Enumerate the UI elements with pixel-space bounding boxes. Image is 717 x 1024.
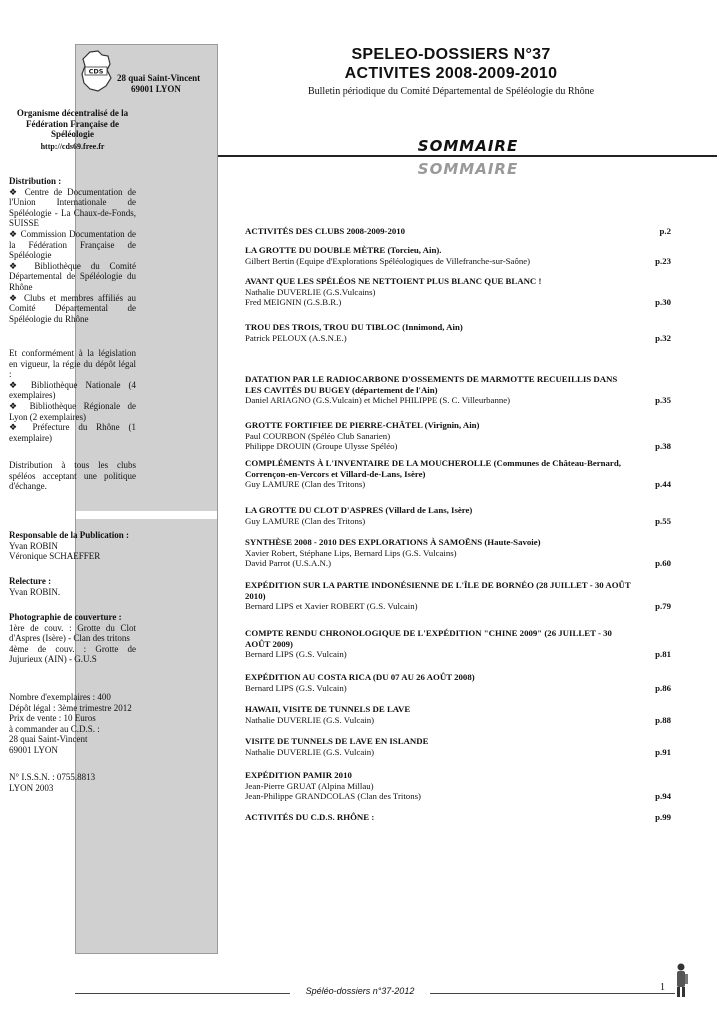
toc-page: p.38 [655, 441, 671, 451]
info-line: Dépôt légal : 3ème trimestre 2012 [9, 702, 132, 713]
header-rule [218, 155, 717, 157]
logo-text: CDS [88, 67, 104, 76]
distribution-block [9, 176, 136, 324]
toc-title: DATATION PAR LE RADIOCARBONE D'OSSEMENTS DE MARMOTTE RECUEILLIS DANS LES CAVITÉS DU BUGEY (département de l'Ain) [245, 374, 618, 395]
toc-page: p.86 [655, 682, 671, 693]
website-link[interactable] [9, 142, 136, 153]
info-line: 28 quai Saint-Vincent [9, 734, 88, 745]
toc-page: p.94 [655, 791, 671, 801]
toc-author: Jean-Philippe GRANDCOLAS (Clan des Tritons) [245, 791, 421, 801]
bullet-icon: ❖ [9, 400, 30, 411]
toc-page: p.91 [655, 746, 671, 757]
toc-title: COMPLÉMENTS À L'INVENTAIRE DE LA MOUCHEROLLE (Communes de Château-Bernard, Corrençon-en-Vercors et Villard-de-Lans, Isère) [245, 458, 621, 479]
bullet-icon: ❖ [9, 422, 33, 433]
toc-entry[interactable] [245, 245, 673, 266]
website-text[interactable]: http://cds69.free.fr [40, 142, 105, 151]
toc-entry[interactable] [245, 580, 673, 612]
address-line: 28 quai Saint-Vincent [117, 73, 201, 83]
relecture-name: Yvan ROBIN. [9, 586, 61, 597]
toc-title: ACTIVITÉS DES CLUBS 2008-2009-2010 [245, 226, 406, 236]
toc-author: Fred MEIGNIN (G.S.B.R.) [245, 297, 342, 307]
bullet-item [9, 380, 136, 401]
toc-page: p.23 [655, 255, 671, 266]
legal-list [9, 380, 136, 444]
toc-title: COMPTE RENDU CHRONOLOGIQUE DE L'EXPÉDITION "CHINE 2009" (26 JUILLET - 30 AOÛT 2009) [245, 628, 612, 649]
distribution-note: Distribution à tous les clubs spéléos acceptant une politique d'échange. [9, 460, 136, 492]
bullet-icon: ❖ [9, 379, 31, 390]
bullet-icon: ❖ [9, 260, 35, 271]
bullet-text: Bibliothèque Nationale (4 exemplaires) [9, 379, 136, 401]
toc-entry[interactable] [245, 628, 673, 660]
toc-page: p.55 [655, 515, 671, 526]
toc-author: Nathalie DUVERLIE (G.S.Vulcains) [245, 286, 376, 297]
relecture-title: Relecture : [9, 576, 52, 586]
toc-title: GROTTE FORTIFIEE DE PIERRE-CHÂTEL (Virignin, Ain) [245, 420, 480, 430]
issn-line: N° I.S.S.N. : 0755.8813 [9, 772, 96, 782]
info-line: Nombre d'exemplaires : 400 [9, 692, 111, 702]
bullet-text: Centre de Documentation de l'Union Internationale de Spéléologie - La Chaux-de-Fonds, SUISSE [9, 186, 136, 229]
toc-title: EXPÉDITION AU COSTA RICA (DU 07 AU 26 AOÛT 2008) [245, 672, 475, 682]
toc-author: Bernard LIPS (G.S. Vulcain) [245, 649, 347, 659]
info-list [9, 692, 136, 756]
bulletin-description: Bulletin périodique du Comité Départemental de Spéléologie du Rhône [307, 86, 595, 97]
photo-title: Photographie de couverture : [9, 612, 122, 622]
footer-journal: Spéléo-dossiers n°37-2012 [290, 986, 430, 996]
toc-entry[interactable] [245, 458, 673, 490]
photo-block [9, 612, 136, 665]
sidebar-address [117, 73, 200, 94]
bullet-icon: ❖ [9, 186, 25, 197]
bullet-item [9, 293, 136, 325]
bullet-item [9, 229, 136, 261]
toc-author: Xavier Robert, Stéphane Lips, Bernard Lips (G.S. Vulcains) [245, 547, 457, 558]
toc-page: p.60 [655, 558, 671, 568]
toc-entry[interactable] [245, 420, 673, 452]
toc-author: Paul COURBON (Spéléo Club Sanarien) [245, 430, 391, 441]
toc-title: ACTIVITÉS DU C.D.S. RHÔNE : [245, 812, 375, 822]
toc-entry[interactable] [245, 226, 673, 237]
issue-subtitle: ACTIVITES 2008-2009-2010 [344, 65, 558, 82]
toc-author: Bernard LIPS et Xavier ROBERT (G.S. Vulcain) [245, 601, 418, 611]
toc-author: Bernard LIPS (G.S. Vulcain) [245, 682, 347, 693]
issn-line: LYON 2003 [9, 782, 54, 793]
sommaire-heading: SOMMAIRE [417, 137, 519, 155]
toc-title: EXPÉDITION SUR LA PARTIE INDONÉSIENNE DE L'ÎLE DE BORNÉO (28 JUILLET - 30 AOÛT 2010) [245, 580, 631, 601]
toc-author: Philippe DROUIN (Groupe Ulysse Spéléo) [245, 441, 398, 451]
toc-title: LA GROTTE DU CLOT D'ASPRES (Villard de Lans, Isère) [245, 505, 473, 515]
bullet-text: Clubs et membres affiliés au Comité Départemental de Spéléologie du Rhône [9, 292, 137, 324]
toc-entry[interactable] [245, 672, 673, 693]
issn-block [9, 772, 136, 793]
toc-page: p.81 [655, 649, 671, 659]
toc-title: VISITE DE TUNNELS DE LAVE EN ISLANDE [245, 736, 429, 746]
toc-entry[interactable] [245, 770, 673, 802]
toc-title: HAWAII, VISITE DE TUNNELS DE LAVE [245, 704, 411, 714]
info-block [9, 692, 136, 756]
legal-block [9, 348, 136, 443]
bullet-text: Bibliothèque du Comité Départemental de Spéléologie du Rhône [9, 260, 136, 292]
toc-author: Guy LAMURE (Clan des Tritons) [245, 515, 366, 526]
toc-page: p.44 [655, 479, 671, 489]
sommaire-shadow-heading: SOMMAIRE [417, 160, 519, 178]
bullet-icon: ❖ [9, 228, 21, 239]
caver-figure-icon [672, 962, 690, 998]
toc-entry[interactable] [245, 812, 673, 823]
bullet-text: Commission Documentation de la Fédération Française de Spéléologie [9, 228, 136, 261]
toc-page: p.79 [655, 601, 671, 611]
toc-author: Jean-Pierre GRUAT (Alpina Millau) [245, 780, 374, 791]
toc-page: p.30 [655, 297, 671, 307]
toc-title: EXPÉDITION PAMIR 2010 [245, 770, 352, 780]
relecture-block [9, 576, 136, 597]
toc-entry[interactable] [245, 505, 673, 526]
toc-author: Patrick PELOUX (A.S.N.E.) [245, 332, 347, 343]
toc-entry[interactable] [245, 276, 673, 308]
toc-entry[interactable] [245, 374, 673, 406]
issue-title: SPELEO-DOSSIERS N°37 [351, 46, 551, 63]
bullet-item [9, 422, 136, 443]
bullet-item [9, 401, 136, 422]
toc-entry[interactable] [245, 736, 673, 757]
toc-page: p.99 [655, 812, 671, 822]
toc-title: SYNTHÈSE 2008 - 2010 DES EXPLORATIONS À SAMOËNS (Haute-Savoie) [245, 537, 541, 547]
info-line: Prix de vente : 10 Euros [9, 713, 96, 724]
cds-logo-icon [80, 50, 112, 92]
responsable-block [9, 530, 136, 562]
bullet-item [9, 187, 136, 229]
distribution-note-block [9, 460, 136, 492]
toc-author: Nathalie DUVERLIE (G.S. Vulcain) [245, 746, 375, 757]
toc-author: Guy LAMURE (Clan des Tritons) [245, 479, 366, 489]
org-description [9, 108, 136, 140]
page-number: 1 [660, 982, 665, 993]
toc-entry[interactable] [245, 537, 673, 569]
photo-line: 4ème de couv. : Grotte de Jujurieux (AIN) - G.U.S [9, 643, 136, 665]
address-line: 69001 LYON [131, 83, 181, 94]
toc-author: Nathalie DUVERLIE (G.S. Vulcain) [245, 714, 375, 725]
info-line: à commander au C.D.S. : [9, 723, 100, 734]
bullet-icon: ❖ [9, 292, 24, 303]
org-line: Organisme décentralisé de la Fédération Française de Spéléologie [16, 108, 129, 140]
distribution-list [9, 187, 136, 325]
toc-title: AVANT QUE LES SPÉLÉOS NE NETTOIENT PLUS BLANC QUE BLANC ! [245, 276, 542, 286]
sidebar-gap [76, 511, 217, 519]
toc-entry[interactable] [245, 704, 673, 725]
toc-author: David Parrot (U.S.A.N.) [245, 558, 332, 568]
toc-author: Gilbert Bertin (Equipe d'Explorations Spéléologiques de Villefranche-sur-Saône) [245, 255, 531, 266]
toc-author: Daniel ARIAGNO (G.S.Vulcain) et Michel PHILIPPE (S. C. Villeurbanne) [245, 395, 511, 405]
toc-page: p.35 [655, 395, 671, 405]
toc-page: p.88 [655, 714, 671, 725]
legal-intro: Et conformément à la législation en vigueur, la régie du dépôt légal : [9, 348, 136, 380]
toc-entry[interactable] [245, 322, 673, 343]
bullet-text: Bibliothèque Régionale de Lyon (2 exemplaires) [9, 400, 136, 422]
responsable-name: Yvan ROBIN [9, 540, 58, 551]
toc-page: p.2 [659, 226, 671, 236]
distribution-title: Distribution : [9, 176, 62, 186]
photo-line: 1ère de couv. : Grotte du Clot d'Aspres (Isère) - Clan des tritons [9, 622, 136, 644]
info-line: 69001 LYON [9, 744, 58, 755]
bullet-item [9, 261, 136, 293]
toc-page: p.32 [655, 332, 671, 343]
responsable-title: Responsable de la Publication : [9, 530, 130, 540]
toc-title: LA GROTTE DU DOUBLE MÈTRE (Torcieu, Ain). [245, 245, 442, 255]
toc-title: TROU DES TROIS, TROU DU TIBLOC (Innimond, Ain) [245, 322, 463, 332]
bullet-text: Préfecture du Rhône (1 exemplaire) [9, 422, 136, 443]
responsable-name: Véronique SCHAEFFER [9, 551, 101, 562]
